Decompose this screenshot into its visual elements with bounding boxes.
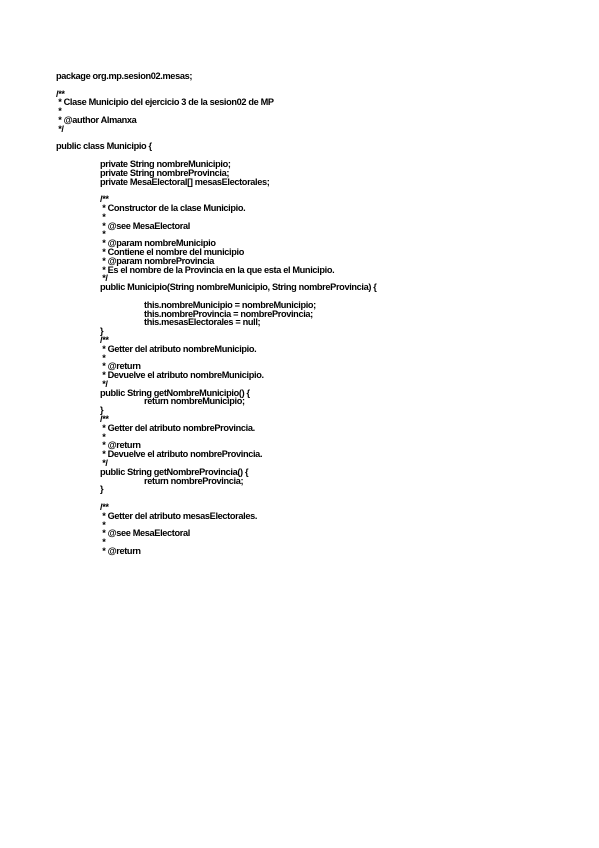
code-line: * Contiene el nombre del municipio — [100, 246, 244, 257]
code-line: * — [56, 106, 62, 117]
code-line: /** — [100, 334, 109, 345]
code-line: * — [100, 352, 106, 363]
code-line: this.mesasElectorales = null; — [144, 317, 261, 328]
code-line: return nombreMunicipio; — [144, 396, 245, 407]
code-line: public class Municipio { — [56, 141, 152, 152]
code-line: */ — [100, 458, 108, 469]
blank-line — [56, 81, 377, 90]
code-line: * @param nombreMunicipio — [100, 238, 216, 249]
code-line: * Clase Municipio del ejercicio 3 de la sesion02 de MP — [56, 97, 274, 108]
code-listing — [56, 72, 377, 556]
code-line: public String getNombreMunicipio() { — [100, 387, 250, 398]
code-line: * @return — [100, 546, 141, 557]
code-line: * Getter del atributo nombreMunicipio. — [100, 343, 257, 354]
code-line: package org.mp.sesion02.mesas; — [56, 71, 193, 81]
code-line: * Devuelve el atributo nombreProvincia. — [100, 449, 263, 460]
code-line: this.nombreProvincia = nombreProvincia; — [144, 308, 313, 319]
code-line: */ — [100, 378, 108, 389]
code-line: */ — [56, 123, 64, 134]
code-line: * @return — [100, 361, 141, 372]
code-line: * Es el nombre de la Provincia en la que esta el Municipio. — [100, 264, 335, 275]
code-line: public Municipio(String nombreMunicipio, String nombreProvincia) { — [100, 282, 377, 293]
code-line: * @see MesaElectoral — [100, 528, 190, 539]
code-line: /** — [100, 414, 109, 425]
code-line: private String nombreMunicipio; — [100, 158, 231, 169]
code-line: } — [100, 326, 104, 337]
code-line: * @param nombreProvincia — [100, 255, 215, 266]
code-line: return nombreProvincia; — [144, 475, 244, 486]
code-line: } — [100, 405, 104, 416]
code-line: * Devuelve el atributo nombreMunicipio. — [100, 370, 264, 381]
code-line: * — [100, 431, 106, 442]
code-line: /** — [56, 88, 65, 99]
code-line: * — [100, 519, 106, 530]
code-line: * @author Almanxa — [56, 114, 137, 125]
code-line: * @return — [100, 440, 141, 451]
code-line: /** — [100, 194, 109, 205]
code-line: * — [100, 211, 106, 222]
code-line: * — [100, 229, 106, 240]
code-line: */ — [100, 273, 108, 284]
code-line: /** — [100, 502, 109, 513]
code-line: * — [100, 537, 106, 548]
code-line: private MesaElectoral[] mesasElectorales; — [100, 176, 270, 187]
code-line: this.nombreMunicipio = nombreMunicipio; — [144, 299, 316, 310]
code-line: } — [100, 484, 104, 495]
code-line: * Getter del atributo mesasElectorales. — [100, 510, 258, 521]
code-line: * Getter del atributo nombreProvincia. — [100, 422, 255, 433]
code-line: public String getNombreProvincia() { — [100, 466, 249, 477]
code-line: * Constructor de la clase Municipio. — [100, 202, 246, 213]
code-line: private String nombreProvincia; — [100, 167, 230, 178]
code-line: * @see MesaElectoral — [100, 220, 190, 231]
